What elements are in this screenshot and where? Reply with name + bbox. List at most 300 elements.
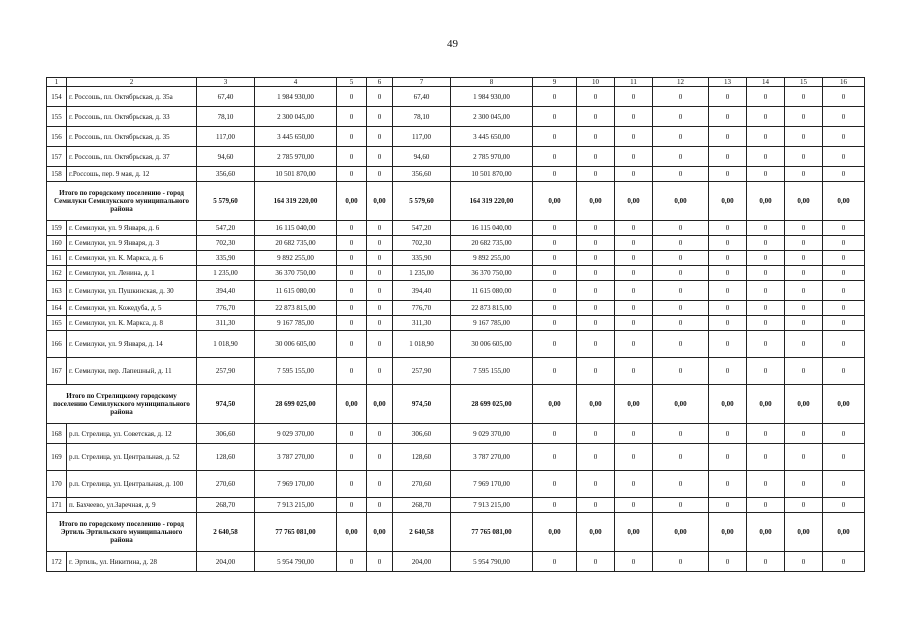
subtotal-label: Итого по городскому поселению - город Эртиль Эртильского муниципального района	[47, 513, 197, 552]
cell-c7: 2 640,58	[393, 513, 451, 552]
cell-value: 0,00	[785, 182, 823, 221]
cell-value: 0	[653, 471, 709, 498]
cell-c3: 776,70	[197, 301, 255, 316]
cell-value: 0	[577, 236, 615, 251]
cell-value: 0,00	[709, 182, 747, 221]
cell-c6: 0	[367, 127, 393, 147]
cell-value: 0	[615, 316, 653, 331]
cell-c6: 0	[367, 331, 393, 358]
cell-value: 0,00	[823, 182, 865, 221]
cell-value: 0	[615, 301, 653, 316]
address-cell: п. Бахчеево, ул.Заречная, д. 9	[67, 498, 197, 513]
column-number: 13	[709, 78, 747, 87]
cell-value: 0	[709, 552, 747, 572]
cell-value: 0	[577, 127, 615, 147]
cell-value: 0	[747, 444, 785, 471]
table-row	[47, 147, 865, 167]
address-cell: г. Россошь, пл. Октябрьская, д. 35а	[67, 87, 197, 107]
cell-c6: 0,00	[367, 182, 393, 221]
cell-c8: 2 785 970,00	[451, 147, 533, 167]
cell-value: 0	[533, 358, 577, 385]
address-cell: г. Семилуки, ул. К. Маркса, д. 8	[67, 316, 197, 331]
cell-value: 0	[709, 471, 747, 498]
cell-value: 0	[709, 147, 747, 167]
cell-value: 0	[785, 471, 823, 498]
cell-c4: 77 765 081,00	[255, 513, 337, 552]
cell-c7: 702,30	[393, 236, 451, 251]
cell-c3: 702,30	[197, 236, 255, 251]
cell-c3: 394,40	[197, 281, 255, 301]
cell-c5: 0	[337, 331, 367, 358]
cell-value: 0	[653, 358, 709, 385]
address-cell: г. Семилуки, ул. 9 Января, д. 6	[67, 221, 197, 236]
cell-c7: 1 235,00	[393, 266, 451, 281]
cell-value: 0	[653, 221, 709, 236]
cell-c5: 0	[337, 236, 367, 251]
cell-value: 0,00	[785, 513, 823, 552]
cell-c8: 30 006 605,00	[451, 331, 533, 358]
cell-c7: 974,50	[393, 385, 451, 424]
table-row	[47, 498, 865, 513]
cell-value: 0	[533, 552, 577, 572]
cell-value: 0,00	[577, 513, 615, 552]
cell-value: 0	[577, 147, 615, 167]
cell-value: 0	[653, 127, 709, 147]
cell-c8: 20 682 735,00	[451, 236, 533, 251]
cell-c5: 0	[337, 444, 367, 471]
cell-value: 0	[823, 87, 865, 107]
cell-value: 0	[709, 221, 747, 236]
cell-c3: 311,30	[197, 316, 255, 331]
cell-value: 0	[533, 301, 577, 316]
cell-value: 0	[709, 498, 747, 513]
address-cell: г. Семилуки, ул. Пушкинская, д. 30	[67, 281, 197, 301]
address-cell: г. Семилуки, ул. 9 Января, д. 14	[67, 331, 197, 358]
address-cell: р.п. Стрелица, ул. Центральная, д. 100	[67, 471, 197, 498]
cell-c4: 164 319 220,00	[255, 182, 337, 221]
cell-c8: 77 765 081,00	[451, 513, 533, 552]
cell-c3: 5 579,60	[197, 182, 255, 221]
cell-c8: 22 873 815,00	[451, 301, 533, 316]
cell-c4: 9 029 370,00	[255, 424, 337, 444]
cell-value: 0	[709, 444, 747, 471]
cell-value: 0	[653, 147, 709, 167]
cell-value: 0	[709, 301, 747, 316]
cell-c7: 268,70	[393, 498, 451, 513]
row-number: 172	[47, 552, 67, 572]
address-cell: г. Россошь, пл. Октябрьская, д. 35	[67, 127, 197, 147]
cell-c6: 0	[367, 358, 393, 385]
row-number: 168	[47, 424, 67, 444]
cell-c6: 0	[367, 221, 393, 236]
cell-value: 0,00	[747, 513, 785, 552]
cell-c5: 0	[337, 167, 367, 182]
cell-c4: 28 699 025,00	[255, 385, 337, 424]
cell-c5: 0	[337, 301, 367, 316]
cell-c7: 270,60	[393, 471, 451, 498]
column-number: 2	[67, 78, 197, 87]
cell-value: 0	[533, 281, 577, 301]
address-cell: г. Семилуки, пер. Лапешный, д. 11	[67, 358, 197, 385]
cell-value: 0	[577, 424, 615, 444]
row-number: 167	[47, 358, 67, 385]
row-number: 169	[47, 444, 67, 471]
cell-value: 0	[747, 167, 785, 182]
cell-value: 0	[615, 281, 653, 301]
cell-c4: 2 300 045,00	[255, 107, 337, 127]
cell-value: 0	[823, 236, 865, 251]
cell-c3: 204,00	[197, 552, 255, 572]
cell-c4: 3 445 650,00	[255, 127, 337, 147]
row-number: 164	[47, 301, 67, 316]
cell-value: 0	[823, 266, 865, 281]
cell-value: 0	[577, 266, 615, 281]
page-number: 49	[447, 38, 458, 50]
cell-c7: 128,60	[393, 444, 451, 471]
cell-c8: 11 615 080,00	[451, 281, 533, 301]
cell-value: 0	[577, 358, 615, 385]
cell-value: 0,00	[615, 385, 653, 424]
row-number: 161	[47, 251, 67, 266]
cell-value: 0	[615, 552, 653, 572]
table-row	[47, 444, 865, 471]
cell-c8: 7 969 170,00	[451, 471, 533, 498]
cell-value: 0	[747, 358, 785, 385]
cell-c6: 0	[367, 251, 393, 266]
cell-c8: 7 595 155,00	[451, 358, 533, 385]
cell-value: 0	[747, 316, 785, 331]
row-number: 165	[47, 316, 67, 331]
cell-value: 0	[653, 167, 709, 182]
cell-value: 0	[747, 471, 785, 498]
cell-c3: 270,60	[197, 471, 255, 498]
cell-value: 0	[709, 87, 747, 107]
cell-value: 0	[823, 107, 865, 127]
cell-c5: 0,00	[337, 513, 367, 552]
cell-value: 0,00	[533, 385, 577, 424]
cell-c3: 268,70	[197, 498, 255, 513]
cell-c6: 0	[367, 266, 393, 281]
column-number: 9	[533, 78, 577, 87]
cell-value: 0,00	[823, 385, 865, 424]
cell-c3: 1 018,90	[197, 331, 255, 358]
cell-value: 0	[577, 251, 615, 266]
cell-value: 0	[653, 236, 709, 251]
cell-c5: 0	[337, 147, 367, 167]
cell-value: 0	[533, 107, 577, 127]
cell-c6: 0	[367, 316, 393, 331]
cell-value: 0	[747, 147, 785, 167]
cell-c3: 306,60	[197, 424, 255, 444]
column-number: 12	[653, 78, 709, 87]
cell-value: 0	[785, 236, 823, 251]
subtotal-row	[47, 385, 865, 424]
housing-table	[46, 77, 865, 572]
cell-c8: 3 445 650,00	[451, 127, 533, 147]
cell-value: 0	[709, 316, 747, 331]
cell-c8: 5 954 790,00	[451, 552, 533, 572]
cell-value: 0,00	[709, 385, 747, 424]
cell-value: 0	[823, 424, 865, 444]
cell-c6: 0	[367, 301, 393, 316]
cell-c6: 0	[367, 424, 393, 444]
cell-value: 0	[709, 251, 747, 266]
row-number: 163	[47, 281, 67, 301]
cell-c7: 67,40	[393, 87, 451, 107]
table-row	[47, 266, 865, 281]
cell-value: 0	[747, 331, 785, 358]
row-number: 154	[47, 87, 67, 107]
cell-value: 0	[747, 424, 785, 444]
cell-c6: 0	[367, 167, 393, 182]
cell-c5: 0	[337, 552, 367, 572]
cell-value: 0	[615, 221, 653, 236]
cell-c6: 0	[367, 87, 393, 107]
row-number: 166	[47, 331, 67, 358]
cell-value: 0	[615, 127, 653, 147]
header-row	[47, 78, 865, 87]
cell-c5: 0	[337, 221, 367, 236]
subtotal-label: Итого по Стрелицкому городскому поселению Семилукского муниципального района	[47, 385, 197, 424]
cell-value: 0	[709, 107, 747, 127]
cell-value: 0	[615, 107, 653, 127]
cell-value: 0,00	[577, 385, 615, 424]
cell-c8: 16 115 040,00	[451, 221, 533, 236]
cell-value: 0,00	[653, 182, 709, 221]
cell-c7: 78,10	[393, 107, 451, 127]
table-row	[47, 471, 865, 498]
cell-c8: 3 787 270,00	[451, 444, 533, 471]
cell-c5: 0	[337, 251, 367, 266]
cell-c8: 1 984 930,00	[451, 87, 533, 107]
cell-value: 0	[577, 316, 615, 331]
cell-c7: 356,60	[393, 167, 451, 182]
cell-value: 0	[577, 281, 615, 301]
cell-c5: 0,00	[337, 182, 367, 221]
cell-value: 0	[785, 107, 823, 127]
cell-c4: 10 501 870,00	[255, 167, 337, 182]
row-number: 171	[47, 498, 67, 513]
subtotal-label: Итого по городскому поселению - город Семилуки Семилукского муниципального района	[47, 182, 197, 221]
cell-c4: 9 892 255,00	[255, 251, 337, 266]
table-body	[47, 78, 865, 572]
cell-value: 0	[747, 498, 785, 513]
cell-value: 0	[615, 424, 653, 444]
row-number: 155	[47, 107, 67, 127]
cell-c8: 164 319 220,00	[451, 182, 533, 221]
subtotal-row	[47, 513, 865, 552]
cell-c7: 257,90	[393, 358, 451, 385]
cell-value: 0	[533, 251, 577, 266]
cell-c7: 204,00	[393, 552, 451, 572]
address-cell: г. Эртиль, ул. Никитина, д. 28	[67, 552, 197, 572]
cell-value: 0	[577, 444, 615, 471]
cell-value: 0	[785, 424, 823, 444]
cell-value: 0	[615, 147, 653, 167]
cell-value: 0	[785, 221, 823, 236]
cell-value: 0	[823, 552, 865, 572]
cell-value: 0	[577, 87, 615, 107]
column-number: 1	[47, 78, 67, 87]
cell-value: 0,00	[533, 182, 577, 221]
cell-value: 0	[823, 498, 865, 513]
address-cell: г. Россошь, пл. Октябрьская, д. 37	[67, 147, 197, 167]
cell-value: 0,00	[615, 513, 653, 552]
cell-c4: 3 787 270,00	[255, 444, 337, 471]
cell-value: 0	[785, 147, 823, 167]
cell-value: 0	[823, 316, 865, 331]
cell-c3: 128,60	[197, 444, 255, 471]
cell-value: 0	[747, 107, 785, 127]
address-cell: г. Семилуки, ул. Кожедуба, д. 5	[67, 301, 197, 316]
cell-c7: 311,30	[393, 316, 451, 331]
row-number: 158	[47, 167, 67, 182]
cell-value: 0	[533, 444, 577, 471]
cell-value: 0	[709, 358, 747, 385]
cell-value: 0	[709, 236, 747, 251]
cell-value: 0	[533, 498, 577, 513]
cell-c7: 776,70	[393, 301, 451, 316]
cell-c3: 547,20	[197, 221, 255, 236]
cell-value: 0	[533, 167, 577, 182]
cell-value: 0	[615, 471, 653, 498]
cell-c7: 5 579,60	[393, 182, 451, 221]
cell-value: 0	[653, 281, 709, 301]
cell-c4: 2 785 970,00	[255, 147, 337, 167]
cell-value: 0	[747, 301, 785, 316]
cell-c7: 394,40	[393, 281, 451, 301]
cell-value: 0	[615, 87, 653, 107]
column-number: 8	[451, 78, 533, 87]
cell-c3: 117,00	[197, 127, 255, 147]
cell-c4: 7 969 170,00	[255, 471, 337, 498]
cell-c4: 30 006 605,00	[255, 331, 337, 358]
cell-value: 0	[653, 251, 709, 266]
cell-value: 0	[823, 281, 865, 301]
cell-value: 0,00	[785, 385, 823, 424]
cell-value: 0	[577, 167, 615, 182]
table-row	[47, 127, 865, 147]
cell-value: 0	[823, 147, 865, 167]
cell-c7: 117,00	[393, 127, 451, 147]
row-number: 157	[47, 147, 67, 167]
cell-c5: 0	[337, 424, 367, 444]
column-number: 10	[577, 78, 615, 87]
cell-value: 0	[577, 552, 615, 572]
cell-c5: 0	[337, 281, 367, 301]
column-number: 14	[747, 78, 785, 87]
cell-c5: 0	[337, 471, 367, 498]
cell-value: 0	[823, 444, 865, 471]
cell-value: 0	[533, 127, 577, 147]
table-row	[47, 107, 865, 127]
cell-value: 0	[653, 266, 709, 281]
cell-value: 0,00	[577, 182, 615, 221]
cell-c4: 7 595 155,00	[255, 358, 337, 385]
cell-value: 0	[785, 316, 823, 331]
address-cell: г. Семилуки, ул. 9 Января, д. 3	[67, 236, 197, 251]
cell-c4: 36 370 750,00	[255, 266, 337, 281]
cell-c8: 36 370 750,00	[451, 266, 533, 281]
cell-value: 0	[785, 331, 823, 358]
cell-c7: 1 018,90	[393, 331, 451, 358]
cell-c7: 94,60	[393, 147, 451, 167]
cell-c3: 67,40	[197, 87, 255, 107]
cell-value: 0	[653, 444, 709, 471]
cell-value: 0	[823, 358, 865, 385]
cell-c5: 0	[337, 266, 367, 281]
cell-value: 0	[577, 498, 615, 513]
cell-c4: 22 873 815,00	[255, 301, 337, 316]
column-number: 4	[255, 78, 337, 87]
cell-c8: 10 501 870,00	[451, 167, 533, 182]
cell-value: 0	[615, 498, 653, 513]
column-number: 11	[615, 78, 653, 87]
cell-value: 0	[785, 251, 823, 266]
cell-c7: 335,90	[393, 251, 451, 266]
cell-value: 0	[785, 281, 823, 301]
cell-value: 0	[653, 498, 709, 513]
cell-value: 0	[785, 266, 823, 281]
cell-c7: 306,60	[393, 424, 451, 444]
cell-c3: 2 640,58	[197, 513, 255, 552]
cell-c6: 0	[367, 147, 393, 167]
cell-value: 0	[823, 331, 865, 358]
cell-value: 0	[653, 87, 709, 107]
cell-c4: 16 115 040,00	[255, 221, 337, 236]
table-row	[47, 167, 865, 182]
address-cell: р.п. Стрелица, ул. Центральная, д. 52	[67, 444, 197, 471]
table-row	[47, 331, 865, 358]
cell-value: 0	[709, 281, 747, 301]
cell-value: 0,00	[533, 513, 577, 552]
cell-c4: 20 682 735,00	[255, 236, 337, 251]
cell-c3: 356,60	[197, 167, 255, 182]
cell-c6: 0	[367, 498, 393, 513]
cell-value: 0	[533, 316, 577, 331]
cell-value: 0	[709, 331, 747, 358]
cell-c5: 0	[337, 87, 367, 107]
cell-value: 0	[615, 236, 653, 251]
row-number: 170	[47, 471, 67, 498]
cell-value: 0	[747, 127, 785, 147]
cell-value: 0	[533, 424, 577, 444]
cell-value: 0	[615, 251, 653, 266]
row-number: 160	[47, 236, 67, 251]
cell-c4: 7 913 215,00	[255, 498, 337, 513]
cell-c6: 0,00	[367, 385, 393, 424]
address-cell: р.п. Стрелица, ул. Советская, д. 12	[67, 424, 197, 444]
cell-value: 0	[785, 552, 823, 572]
cell-value: 0,00	[653, 385, 709, 424]
cell-value: 0	[747, 251, 785, 266]
cell-value: 0	[615, 331, 653, 358]
cell-value: 0	[577, 107, 615, 127]
row-number: 159	[47, 221, 67, 236]
cell-value: 0	[785, 498, 823, 513]
cell-c5: 0	[337, 127, 367, 147]
cell-value: 0	[747, 281, 785, 301]
cell-c5: 0	[337, 107, 367, 127]
cell-value: 0	[533, 266, 577, 281]
cell-value: 0	[823, 471, 865, 498]
cell-value: 0	[785, 444, 823, 471]
cell-value: 0	[577, 331, 615, 358]
cell-value: 0	[785, 358, 823, 385]
cell-c5: 0	[337, 498, 367, 513]
cell-value: 0	[615, 358, 653, 385]
cell-value: 0	[533, 87, 577, 107]
